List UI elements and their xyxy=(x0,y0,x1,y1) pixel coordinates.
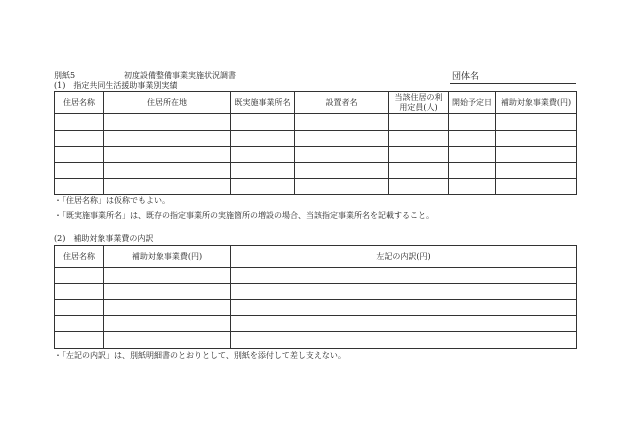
table-cell[interactable] xyxy=(449,114,496,131)
table-cell[interactable] xyxy=(389,163,449,179)
section1-note-2: ・「既実施事業所名」は、既存の指定事業所の実施箇所の増設の場合、当該指定事業所名を記載すること。 xyxy=(54,211,434,220)
table-cell[interactable] xyxy=(104,284,231,300)
table-cell[interactable] xyxy=(389,114,449,131)
table-cell[interactable] xyxy=(55,300,104,316)
col-subsidy-cost: 補助対象事業費(円) xyxy=(496,92,577,114)
col-residence-address: 住居所在地 xyxy=(104,92,231,114)
col-existing-office: 既実施事業所名 xyxy=(231,92,295,114)
table-row xyxy=(55,332,577,349)
table-cell[interactable] xyxy=(231,114,295,131)
table-cell[interactable] xyxy=(55,179,104,195)
org-label: 団体名 xyxy=(452,72,480,82)
table-row xyxy=(55,163,577,179)
table-cell[interactable] xyxy=(104,268,231,284)
table-cell[interactable] xyxy=(104,179,231,195)
table-cell[interactable] xyxy=(496,114,577,131)
col-founder-name: 設置者名 xyxy=(295,92,389,114)
table-cell[interactable] xyxy=(231,268,577,284)
table-cell[interactable] xyxy=(104,147,231,163)
col-capacity xyxy=(389,92,449,114)
table-cell[interactable] xyxy=(231,147,295,163)
table-header-row xyxy=(55,246,577,268)
col-subsidy-cost: 補助対象事業費(円) xyxy=(104,246,231,268)
col-start-date: 開始予定日 xyxy=(449,92,496,114)
org-name-line[interactable] xyxy=(450,83,576,84)
table-cell[interactable] xyxy=(449,147,496,163)
table-cell[interactable] xyxy=(55,114,104,131)
table-cell[interactable] xyxy=(104,163,231,179)
col-residence-name: 住居名称 xyxy=(55,246,104,268)
table-cell[interactable] xyxy=(55,332,104,349)
table-row xyxy=(55,114,577,131)
table-cell[interactable] xyxy=(104,316,231,332)
section1-note-1: ・「住居名称」は仮称でもよい。 xyxy=(54,196,170,205)
table-cell[interactable] xyxy=(389,179,449,195)
table-row xyxy=(55,131,577,147)
table-cell[interactable] xyxy=(55,147,104,163)
table-cell[interactable] xyxy=(449,163,496,179)
table-row xyxy=(55,147,577,163)
table-cell[interactable] xyxy=(104,332,231,349)
table-header-row xyxy=(55,92,577,114)
table-row xyxy=(55,316,577,332)
table-cell[interactable] xyxy=(496,131,577,147)
table-row xyxy=(55,179,577,195)
section1-table xyxy=(54,91,577,195)
col-residence-name: 住居名称 xyxy=(55,92,104,114)
table-cell[interactable] xyxy=(55,131,104,147)
table-cell[interactable] xyxy=(449,131,496,147)
table-cell[interactable] xyxy=(55,316,104,332)
table-cell[interactable] xyxy=(231,300,577,316)
table-row xyxy=(55,300,577,316)
table-row xyxy=(55,284,577,300)
table-cell[interactable] xyxy=(231,179,295,195)
col-capacity-line2: 用定員(人) xyxy=(399,102,438,112)
table-cell[interactable] xyxy=(295,147,389,163)
table-cell[interactable] xyxy=(496,179,577,195)
section1-title: (1) 指定共同生活援助事業別実績 xyxy=(54,81,178,90)
table-cell[interactable] xyxy=(55,268,104,284)
section2-note-1: ・「左記の内訳」は、別紙明細書のとおりとして、別紙を添付して差し支えない。 xyxy=(54,351,346,360)
table-cell[interactable] xyxy=(231,284,577,300)
table-cell[interactable] xyxy=(231,332,577,349)
table-cell[interactable] xyxy=(231,163,295,179)
table-cell[interactable] xyxy=(496,147,577,163)
table-cell[interactable] xyxy=(231,131,295,147)
table-cell[interactable] xyxy=(55,163,104,179)
table-cell[interactable] xyxy=(389,147,449,163)
table-cell[interactable] xyxy=(231,316,577,332)
form-number: 別紙5 xyxy=(54,71,76,80)
table-cell[interactable] xyxy=(295,131,389,147)
table-cell[interactable] xyxy=(449,179,496,195)
table-cell[interactable] xyxy=(295,163,389,179)
table-cell[interactable] xyxy=(104,300,231,316)
table-cell[interactable] xyxy=(295,114,389,131)
col-breakdown: 左記の内訳(円) xyxy=(231,246,577,268)
section2-table xyxy=(54,245,577,349)
table-cell[interactable] xyxy=(389,131,449,147)
section2-title: (2) 補助対象事業費の内訳 xyxy=(54,234,154,243)
table-cell[interactable] xyxy=(55,284,104,300)
table-cell[interactable] xyxy=(104,131,231,147)
table-row xyxy=(55,268,577,284)
table-cell[interactable] xyxy=(496,163,577,179)
document-title: 初度設備整備事業実施状況調書 xyxy=(124,71,236,80)
col-capacity-line1: 当該住居の利 xyxy=(394,92,443,102)
table-cell[interactable] xyxy=(104,114,231,131)
table-cell[interactable] xyxy=(295,179,389,195)
